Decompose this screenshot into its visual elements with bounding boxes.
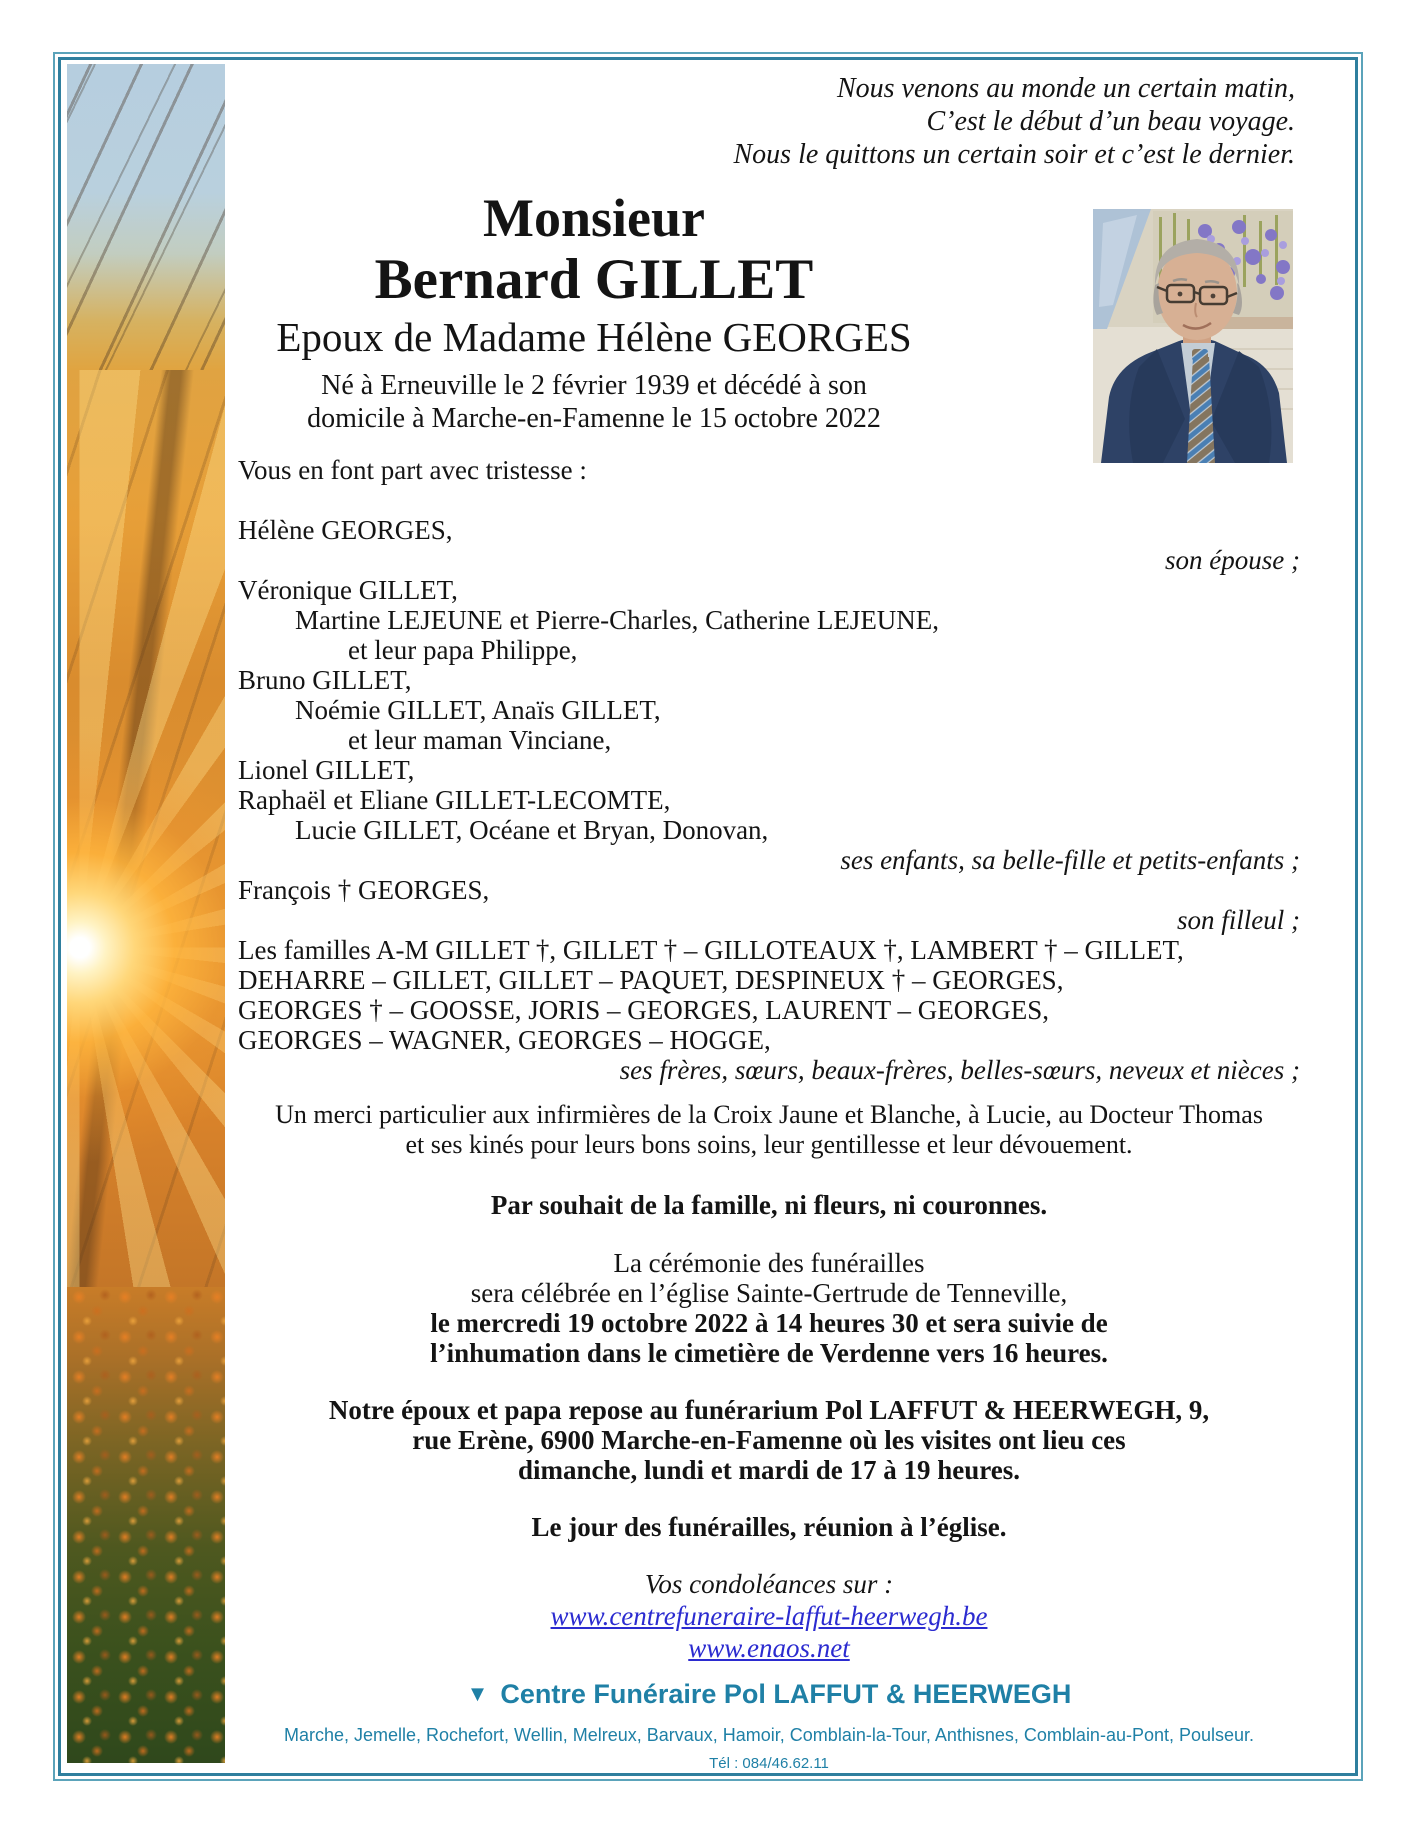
footer-towns: Marche, Jemelle, Rochefort, Wellin, Melreux, Barvaux, Hamoir, Comblain-la-Tour, Anthisnes, Comblain-au-Pont, Poulseur. [283, 1725, 1255, 1745]
announcement-intro: Vous en font part avec tristesse : [238, 455, 587, 485]
footer-phone: Tél : 084/46.62.11 [709, 1755, 829, 1772]
autumn-leaves-grass [67, 1287, 225, 1763]
family-line: François † GEORGES, [238, 875, 490, 905]
opening-quote [238, 72, 1295, 171]
family-line: Lucie GILLET, Océane et Bryan, Donovan, [295, 815, 769, 845]
family-line: Hélène GEORGES, [238, 515, 453, 545]
portrait-photo [1093, 209, 1293, 463]
announcement-body [238, 455, 1300, 1085]
footer-company-line [238, 1678, 1300, 1712]
family-line: Martine LEJEUNE et Pierre-Charles, Catherine LEJEUNE, [295, 605, 940, 635]
condolences-section [238, 1568, 1300, 1664]
thanks-paragraph: Un merci particulier aux infirmières de la Croix Jaune et Blanche, à Lucie, au Docteur Thomas et ses kinés pour leurs bons soins, leur gentillesse et leur dévouement. [275, 1100, 1263, 1159]
condolences-link-enaos[interactable]: www.enaos.net [688, 1633, 850, 1663]
autumn-photo-strip [67, 64, 225, 1763]
autumn-foliage-sunburst [67, 370, 225, 1287]
relation-line: son filleul ; [1177, 905, 1300, 935]
family-line: Raphaël et Eliane GILLET-LECOMTE, [238, 785, 671, 815]
funeral-home-footer [238, 1678, 1300, 1772]
relation-line: ses enfants, sa belle-fille et petits-enfants ; [840, 845, 1300, 875]
relation-line: son épouse ; [1165, 545, 1300, 575]
family-line: et leur maman Vinciane, [348, 725, 612, 755]
autumn-sky-branches [67, 64, 225, 370]
family-line: GEORGES † – GOOSSE, JORIS – GEORGES, LAURENT – GEORGES, [238, 995, 1050, 1025]
condolences-link-funeraire[interactable]: www.centrefuneraire-laffut-heerwegh.be [550, 1601, 988, 1631]
family-line: GEORGES – WAGNER, GEORGES – HOGGE, [238, 1025, 771, 1055]
funeral-day-note: Le jour des funérailles, réunion à l’église. [531, 1512, 1007, 1542]
family-line: DEHARRE – GILLET, GILLET – PAQUET, DESPINEUX † – GEORGES, [238, 965, 1064, 995]
condolences-intro: Vos condoléances sur : [644, 1569, 894, 1599]
family-wish: Par souhait de la famille, ni fleurs, ni couronnes. [490, 1190, 1048, 1220]
family-line: Noémie GILLET, Anaïs GILLET, [295, 695, 661, 725]
quote-line: Nous venons au monde un certain matin, [836, 73, 1295, 104]
family-line: Véronique GILLET, [238, 575, 458, 605]
relation-line: ses frères, sœurs, beaux-frères, belles-sœurs, neveux et nièces ; [619, 1055, 1300, 1085]
funerarium-details: Notre époux et papa repose au funérarium Pol LAFFUT & HEERWEGH, 9, rue Erène, 6900 Marche-en-Famenne où les visites ont lieu ces dimanche, lundi et mardi de 17 à 19 heures. [328, 1395, 1210, 1485]
deceased-name: Bernard GILLET [374, 248, 814, 311]
quote-line: Nous le quittons un certain soir et c’est le dernier. [733, 139, 1295, 170]
family-line: et leur papa Philippe, [348, 635, 578, 665]
footer-company-name: Centre Funéraire Pol LAFFUT & HEERWEGH [500, 1679, 1072, 1709]
deceased-header [238, 188, 950, 435]
ceremony-details: La cérémonie des funérailles sera célébrée en l’église Sainte-Gertrude de Tenneville, le mercredi 19 octobre 2022 à 14 heures 30 et sera suivie de l’inhumation dans le cimetière de Verdenne vers 16 heures. [430, 1248, 1108, 1368]
family-line: Lionel GILLET, [238, 755, 415, 785]
family-line: Bruno GILLET, [238, 665, 412, 695]
spouse-subtitle: Epoux de Madame Hélène GEORGES [276, 314, 912, 360]
family-line: Les familles A-M GILLET †, GILLET † – GILLOTEAUX †, LAMBERT † – GILLET, [238, 935, 1184, 965]
down-triangle-icon: ▼ [466, 1681, 489, 1706]
quote-line: C’est le début d’un beau voyage. [926, 106, 1295, 137]
birth-death-info: Né à Erneuville le 2 février 1939 et décédé à son domicile à Marche-en-Famenne le 15 octobre 2022 [307, 370, 881, 434]
page-title: Monsieur [483, 188, 705, 248]
